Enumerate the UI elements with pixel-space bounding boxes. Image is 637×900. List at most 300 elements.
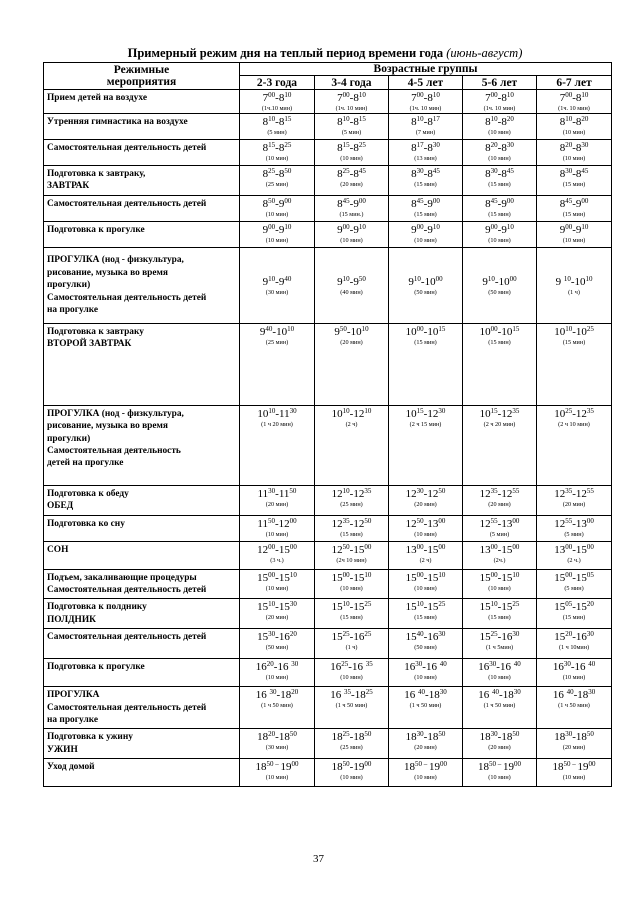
time-cell — [537, 659, 612, 687]
end-minute: 35 — [586, 406, 594, 415]
activity-line: Подготовка к завтраку, — [47, 169, 146, 179]
range-dash: - — [497, 92, 502, 104]
start-hour: 15 — [331, 601, 343, 614]
duration: (20 мин) — [265, 614, 289, 622]
end-minute: 35 — [365, 660, 373, 669]
time-range — [315, 142, 388, 154]
time-range — [389, 661, 462, 673]
end-minute: 30 — [438, 630, 446, 639]
time-cell — [463, 485, 537, 515]
end-minute: 25 — [365, 688, 373, 697]
duration: (2 ч 20 мин) — [483, 420, 516, 428]
start-hour: 13 — [554, 543, 566, 556]
end-minute: 00 — [506, 196, 514, 205]
schedule-row — [44, 515, 612, 541]
end-hour: 15 — [278, 543, 290, 556]
end-minute: 25 — [586, 324, 594, 333]
start-hour: 18 — [331, 761, 343, 774]
activity-cell — [44, 569, 240, 599]
time-range — [537, 116, 611, 128]
end-minute: 30 — [289, 406, 297, 415]
time-cell — [463, 541, 537, 569]
start-hour: 16 — [552, 661, 564, 674]
start-hour: 16 — [404, 689, 419, 702]
end-hour: 15 — [427, 571, 439, 584]
page-number: 37 — [313, 853, 324, 865]
range-dash: - — [497, 142, 502, 154]
activity-cell — [44, 599, 240, 629]
time-cell — [240, 659, 315, 687]
start-hour: 18 — [554, 731, 566, 744]
activity-line: СОН — [47, 544, 69, 555]
start-hour: 18 — [331, 731, 343, 744]
duration: (1 ч 50 мин) — [335, 702, 368, 710]
end-minute: 45 — [506, 167, 514, 175]
end-minute: 00 — [440, 760, 447, 769]
time-cell — [315, 629, 389, 659]
age-group-3: 4-5 лет — [389, 76, 463, 90]
time-cell — [537, 599, 612, 629]
end-hour: -16 — [570, 661, 589, 674]
end-hour: -18 — [499, 689, 514, 702]
end-minute: 00 — [358, 196, 366, 205]
time-cell — [463, 247, 537, 323]
end-hour: 15 — [575, 571, 587, 584]
time-cell — [389, 90, 463, 114]
start-minute: 00 — [490, 570, 498, 579]
end-minute: 20 — [289, 630, 297, 639]
duration: (20 мин) — [488, 500, 511, 508]
time-cell — [315, 166, 389, 196]
range-dash: - — [423, 116, 428, 128]
duration: (10 мин) — [562, 155, 586, 162]
time-range — [537, 276, 611, 288]
end-minute: 30 — [581, 141, 589, 149]
start-hour: 12 — [479, 487, 491, 500]
activity-line: Подготовка к прогулке — [47, 224, 145, 235]
time-cell — [315, 541, 389, 569]
start-hour: 11 — [257, 487, 269, 500]
duration: (30 мин) — [265, 288, 289, 296]
end-hour: 15 — [353, 601, 365, 614]
start-minute: 45 — [416, 196, 424, 205]
range-dash: - — [275, 631, 279, 644]
time-range — [537, 326, 611, 338]
end-hour: 15 — [501, 571, 513, 584]
start-minute: 10 — [342, 486, 350, 495]
time-range — [389, 224, 462, 236]
duration: (1 ч 5мин) — [485, 644, 514, 652]
end-hour: 12 — [353, 407, 365, 420]
end-minute: 10 — [284, 91, 292, 99]
start-minute: 50 – — [415, 760, 429, 769]
range-dash: - — [349, 731, 354, 744]
end-minute: 10 — [432, 91, 440, 99]
time-range — [463, 488, 536, 500]
end-hour: 15 — [427, 543, 439, 556]
end-hour: 9 — [575, 223, 582, 236]
duration: (15 мин) — [488, 338, 511, 346]
end-minute: 10 — [361, 324, 369, 333]
start-hour: 10 — [479, 325, 491, 338]
end-hour: 12 — [501, 407, 513, 420]
end-minute: 45 — [358, 167, 366, 175]
start-hour: 16 — [404, 661, 416, 674]
schedule-row — [44, 759, 612, 787]
start-minute: 55 — [490, 516, 498, 525]
start-minute: 00 — [342, 570, 350, 579]
start-hour: 8 — [485, 142, 491, 154]
start-hour: 10 — [405, 325, 417, 338]
duration: (15 мин) — [340, 530, 363, 538]
range-dash: - — [497, 168, 502, 180]
end-hour: 15 — [278, 571, 290, 584]
start-minute: 10 — [342, 406, 350, 415]
range-dash: - — [423, 407, 428, 420]
end-hour: 8 — [427, 116, 433, 128]
end-minute: 00 — [435, 274, 443, 283]
time-cell — [463, 323, 537, 405]
time-range — [315, 731, 388, 743]
end-minute: 30 — [438, 406, 446, 415]
range-dash: - — [275, 407, 280, 420]
range-dash: - — [275, 601, 279, 614]
age-group-4: 5-6 лет — [463, 76, 537, 90]
end-minute: 50 — [586, 730, 594, 739]
activity-line: ПРОГУЛКА — [47, 690, 100, 701]
time-range — [315, 661, 388, 673]
end-minute: 00 — [364, 542, 372, 551]
time-cell — [315, 687, 389, 729]
start-minute: 30 — [490, 730, 498, 739]
start-hour: 10 — [554, 407, 566, 420]
time-cell — [537, 515, 612, 541]
activity-cell — [44, 247, 240, 323]
range-dash: - — [423, 197, 428, 210]
start-minute: 40 — [265, 324, 273, 333]
range-dash: - — [275, 197, 279, 210]
end-minute: 00 — [438, 516, 446, 525]
activity-cell — [44, 405, 240, 485]
duration: (15 мин) — [414, 210, 437, 218]
end-hour: 12 — [575, 487, 587, 500]
end-minute: 15 — [358, 115, 366, 123]
time-cell — [463, 195, 537, 221]
end-minute: 55 — [512, 486, 520, 495]
duration: (1 ч 50 мин) — [261, 702, 293, 710]
time-range — [537, 572, 611, 584]
range-dash: - — [349, 631, 354, 644]
start-minute: 25 — [565, 406, 573, 415]
duration: (10 мин) — [488, 584, 511, 592]
start-hour: 9 — [334, 325, 340, 338]
time-cell — [389, 485, 463, 515]
range-dash: - — [349, 487, 354, 500]
time-range — [240, 631, 314, 643]
end-hour: 8 — [427, 142, 433, 154]
end-hour: -18 — [276, 689, 292, 702]
end-minute: 10 — [364, 570, 372, 579]
start-minute: 15 — [490, 406, 498, 415]
start-minute: 50 – — [266, 760, 281, 769]
start-minute: 10 — [342, 274, 350, 283]
end-minute: 10 — [287, 324, 295, 333]
start-minute: 50 — [268, 196, 276, 205]
range-dash: - — [275, 487, 279, 500]
end-hour: 10 — [424, 275, 436, 288]
end-hour: 8 — [278, 116, 285, 128]
range-dash: - — [275, 142, 279, 154]
duration: (15 мин) — [488, 181, 511, 188]
time-range — [240, 761, 314, 773]
end-hour: 10 — [498, 275, 510, 288]
duration: (2 ч.) — [567, 556, 581, 564]
duration: (1 ч 50 мин) — [483, 702, 516, 710]
end-minute: 10 — [284, 222, 292, 231]
start-hour: 12 — [331, 517, 343, 530]
time-range — [389, 518, 462, 530]
end-hour: 11 — [279, 407, 290, 420]
time-range — [463, 276, 536, 288]
time-cell — [315, 140, 389, 166]
start-hour: 8 — [337, 197, 343, 210]
time-cell — [463, 659, 537, 687]
time-range — [463, 689, 536, 701]
start-hour: 16 — [255, 661, 267, 674]
range-dash: - — [497, 197, 502, 210]
end-hour: 8 — [278, 142, 285, 154]
start-hour: 16 — [552, 689, 567, 702]
end-hour: 16 — [501, 631, 513, 644]
end-minute: 00 — [586, 542, 594, 551]
duration: (10 мин) — [414, 774, 437, 782]
end-hour: 10 — [575, 325, 587, 338]
start-hour: 8 — [411, 168, 417, 180]
time-range — [389, 601, 462, 613]
time-cell — [315, 114, 389, 140]
age-group-1: 2-3 года — [240, 76, 315, 90]
time-range — [315, 761, 388, 773]
activity-line: Подготовка к полднику — [47, 602, 147, 613]
time-cell — [389, 405, 463, 485]
end-hour: 19 — [429, 761, 440, 774]
time-cell — [463, 405, 537, 485]
duration: (1ч. 10 мин) — [558, 105, 590, 112]
start-minute: 10 — [490, 600, 498, 609]
activity-line: Самостоятельная деятельность детей — [47, 585, 207, 596]
time-range — [315, 601, 388, 613]
range-dash: - — [497, 543, 502, 556]
time-cell — [537, 247, 612, 323]
time-range — [240, 518, 314, 530]
duration: (1 ч) — [568, 288, 580, 296]
range-dash: - — [420, 275, 425, 288]
start-minute: 30 — [415, 660, 423, 669]
time-range — [389, 326, 462, 338]
start-hour: 15 — [479, 631, 491, 644]
range-dash: - — [275, 543, 279, 556]
start-hour: 8 — [559, 142, 566, 154]
activity-cell — [44, 759, 240, 787]
end-hour: 8 — [278, 168, 285, 180]
start-hour: 15 — [479, 601, 491, 614]
duration: (15 мин) — [562, 338, 586, 346]
range-dash: - — [349, 571, 354, 584]
duration: (50 мин) — [414, 288, 437, 296]
range-dash: - — [349, 142, 354, 154]
schedule-row — [44, 569, 612, 599]
end-hour: 18 — [353, 731, 365, 744]
activity-line: Самостоятельная деятельность — [47, 446, 181, 457]
activity-cell — [44, 140, 240, 166]
end-hour: 19 — [353, 761, 365, 774]
schedule-row — [44, 599, 612, 629]
time-cell — [389, 569, 463, 599]
duration: (2 ч) — [419, 556, 432, 564]
duration: (20 мин) — [340, 338, 363, 346]
start-minute: 00 — [565, 570, 573, 579]
end-hour: 9 — [278, 197, 285, 210]
duration: (20 мин) — [414, 744, 437, 752]
activity-line: прогулки) — [47, 433, 91, 444]
end-minute: 00 — [581, 196, 589, 205]
end-minute: 30 — [506, 141, 514, 149]
time-cell — [389, 687, 463, 729]
start-minute: 00 — [565, 91, 573, 99]
start-hour: 11 — [257, 517, 268, 530]
start-minute: 20 — [565, 141, 573, 149]
end-minute: 30 — [289, 600, 297, 609]
start-hour: 8 — [485, 197, 491, 210]
activity-cell — [44, 195, 240, 221]
start-hour: 7 — [411, 92, 417, 104]
time-cell — [463, 569, 537, 599]
time-range — [240, 276, 314, 288]
range-dash: - — [423, 631, 428, 644]
time-cell — [240, 221, 315, 247]
start-minute: 25 — [341, 660, 349, 669]
end-minute: 10 — [581, 222, 589, 231]
start-hour: 7 — [262, 92, 269, 104]
start-minute: 10 — [268, 406, 276, 415]
time-cell — [537, 759, 612, 787]
start-minute: 00 — [268, 222, 276, 231]
time-cell — [389, 759, 463, 787]
time-range — [537, 198, 611, 210]
time-cell — [389, 515, 463, 541]
start-minute: 50 — [339, 324, 347, 333]
time-cell — [240, 729, 315, 759]
activity-line: на прогулке — [47, 304, 99, 315]
start-minute: 00 — [565, 222, 573, 231]
end-hour: 8 — [353, 142, 359, 154]
end-minute: 40 — [588, 660, 596, 669]
start-minute: 50 — [342, 760, 350, 769]
end-minute: 40 — [439, 660, 447, 669]
activity-cell — [44, 166, 240, 196]
start-hour: 8 — [411, 142, 417, 154]
time-range — [240, 198, 314, 210]
range-dash: - — [572, 571, 576, 584]
time-range — [240, 168, 314, 180]
range-dash: - — [349, 761, 354, 774]
range-dash: - — [349, 116, 354, 128]
age-group-5: 6-7 лет — [537, 76, 612, 90]
schedule-row — [44, 247, 612, 323]
start-hour: 15 — [554, 601, 566, 614]
end-minute: 00 — [514, 760, 521, 769]
activity-line: Самостоятельная деятельность детей — [47, 702, 207, 713]
end-minute: 10 — [581, 91, 589, 99]
duration: (15 мин) — [488, 210, 511, 218]
time-range — [315, 408, 388, 420]
start-minute: 10 — [268, 274, 276, 283]
time-cell — [389, 166, 463, 196]
activity-header: Режимные мероприятия — [44, 63, 240, 90]
range-dash: - — [275, 92, 279, 104]
start-minute: 45 — [342, 196, 350, 205]
start-hour: 9 — [555, 275, 564, 288]
time-range — [315, 689, 388, 701]
time-cell — [389, 221, 463, 247]
start-hour: 9 — [411, 223, 417, 236]
time-range — [240, 92, 314, 104]
end-minute: 00 — [289, 516, 297, 525]
end-hour: 8 — [575, 168, 582, 180]
start-hour: 12 — [554, 517, 566, 530]
start-hour: 7 — [559, 92, 566, 104]
duration: (15 мин) — [340, 614, 363, 622]
age-groups-header: Возрастные группы — [240, 63, 612, 76]
start-hour: 10 — [257, 407, 269, 420]
activity-line: Прием детей на воздухе — [47, 93, 147, 103]
end-minute: 40 — [513, 660, 521, 669]
time-cell — [463, 629, 537, 659]
activity-line: прогулки) — [47, 280, 91, 291]
activity-line: ОБЕД — [47, 501, 74, 512]
range-dash: - — [349, 543, 354, 556]
end-hour: 9 — [501, 223, 507, 236]
activity-line: ПРОГУЛКА (нод - физкультура, — [47, 255, 184, 266]
duration: (10 мин) — [265, 210, 289, 218]
duration: (3 ч.) — [270, 556, 284, 564]
time-range — [389, 488, 462, 500]
end-hour: 8 — [353, 116, 359, 128]
start-minute: 40 — [492, 688, 500, 697]
start-minute: 00 — [565, 542, 573, 551]
time-range — [315, 326, 388, 338]
time-cell — [240, 629, 315, 659]
start-minute: 00 — [490, 222, 498, 231]
time-cell — [240, 140, 315, 166]
time-cell — [389, 114, 463, 140]
start-minute: 40 — [418, 688, 426, 697]
time-range — [463, 224, 536, 236]
end-hour: 15 — [353, 543, 365, 556]
start-minute: 30 — [565, 730, 573, 739]
end-hour: 11 — [278, 487, 290, 500]
end-hour: -18 — [351, 689, 366, 702]
page-title: Примерный режим дня на теплый период времени года (июнь-август) — [127, 46, 523, 60]
duration: (50 мин) — [488, 288, 511, 296]
start-minute: 30 — [416, 730, 424, 739]
range-dash: - — [572, 487, 576, 500]
time-range — [463, 731, 536, 743]
start-hour: 9 — [262, 223, 269, 236]
end-minute: 50 — [284, 167, 292, 175]
range-dash: - — [570, 275, 575, 288]
time-range — [463, 661, 536, 673]
